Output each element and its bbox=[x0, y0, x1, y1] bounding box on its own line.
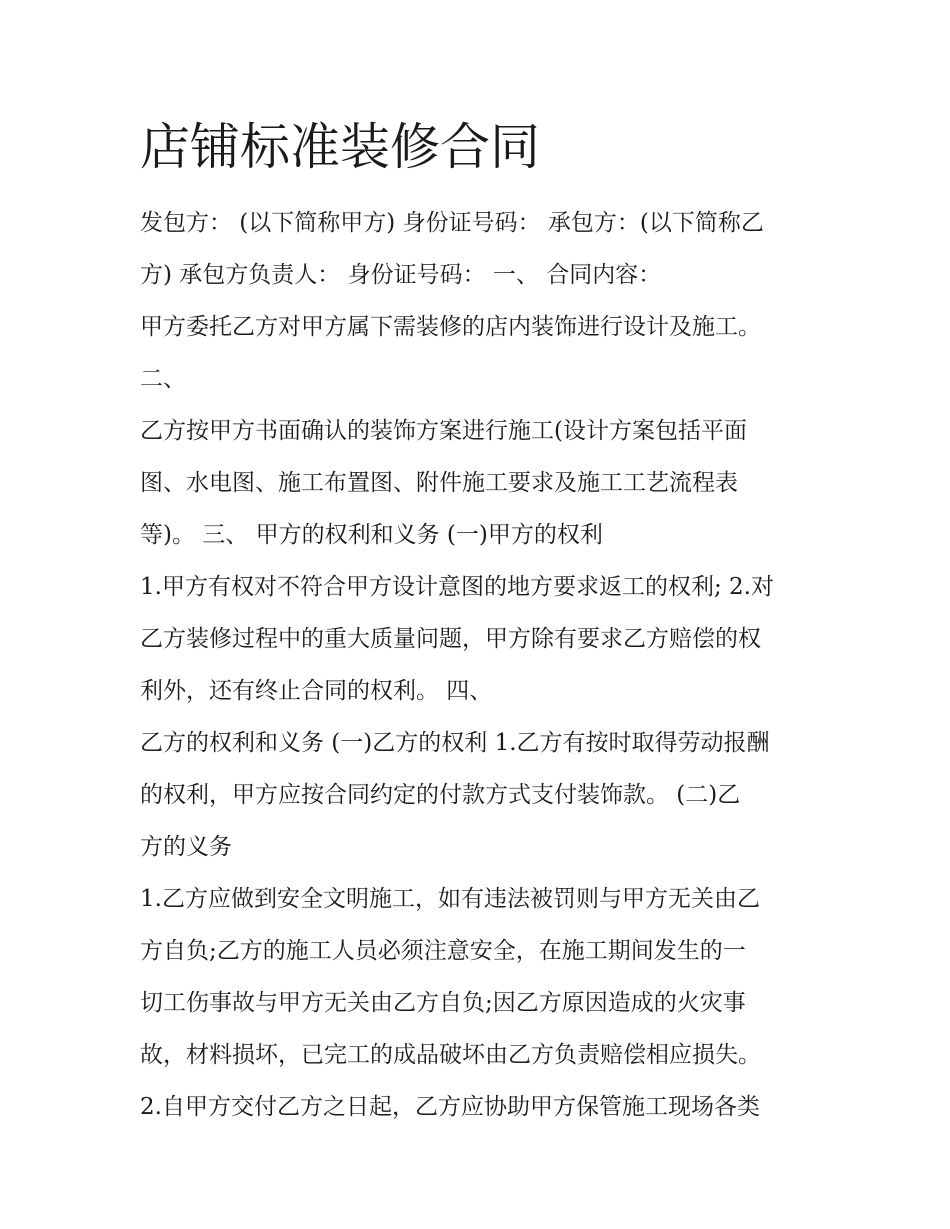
body-line: 的权利，甲方应按合同约定的付款方式支付装饰款。 (二)乙 bbox=[140, 782, 741, 808]
body-line: 故，材料损坏，已完工的成品破坏由乙方负责赔偿相应损失。 bbox=[140, 1042, 761, 1068]
body-line: 切工伤事故与甲方无关由乙方自负;因乙方原因造成的火灾事 bbox=[140, 990, 746, 1016]
body-line: 方自负;乙方的施工人员必须注意安全，在施工期间发生的一 bbox=[140, 938, 746, 964]
body-line: 发包方： (以下简称甲方) 身份证号码： 承包方：(以下简称乙 bbox=[140, 210, 764, 236]
body-line: 1.甲方有权对不符合甲方设计意图的地方要求返工的权利; 2.对 bbox=[140, 574, 774, 600]
body-line: 利外，还有终止合同的权利。 四、 bbox=[140, 678, 493, 704]
body-line: 2.自甲方交付乙方之日起，乙方应协助甲方保管施工现场各类 bbox=[140, 1094, 760, 1120]
body-line: 甲方委托乙方对甲方属下需装修的店内装饰进行设计及施工。 bbox=[140, 314, 761, 340]
body-line: 乙方装修过程中的重大质量问题，甲方除有要求乙方赔偿的权 bbox=[140, 626, 761, 652]
body-line: 乙方按甲方书面确认的装饰方案进行施工(设计方案包括平面 bbox=[140, 418, 747, 444]
document-title: 店铺标准装修合同 bbox=[140, 118, 540, 176]
body-line: 1.乙方应做到安全文明施工，如有违法被罚则与甲方无关由乙 bbox=[140, 886, 760, 912]
body-line: 方的义务 bbox=[140, 834, 232, 860]
document-body bbox=[140, 197, 820, 1133]
body-line: 等)。 三、 甲方的权利和义务 (一)甲方的权利 bbox=[140, 522, 603, 548]
body-line: 二、 bbox=[140, 366, 186, 392]
body-line: 图、水电图、施工布置图、附件施工要求及施工工艺流程表 bbox=[140, 470, 738, 496]
body-line: 乙方的权利和义务 (一)乙方的权利 1.乙方有按时取得劳动报酬 bbox=[140, 730, 770, 756]
body-line: 方) 承包方负责人： 身份证号码： 一、 合同内容： bbox=[140, 262, 662, 288]
